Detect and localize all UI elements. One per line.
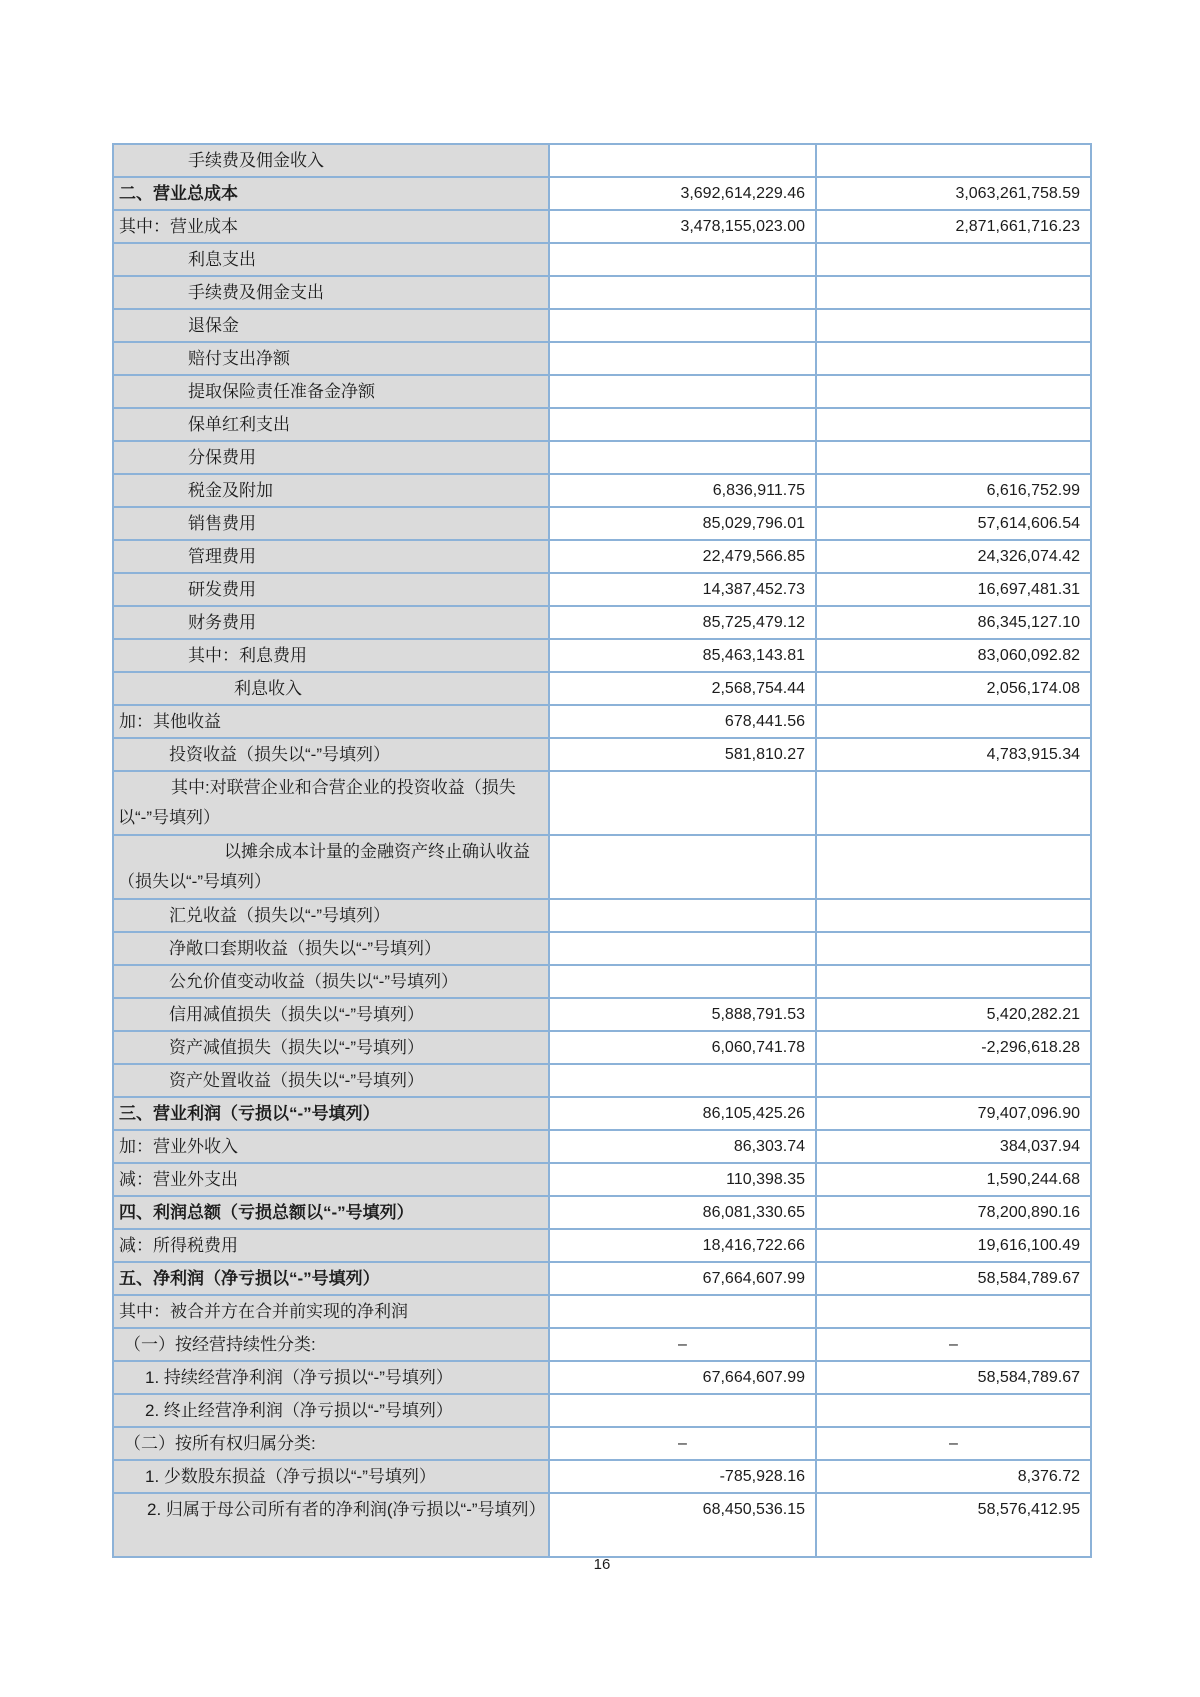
- prior-period-cell: 3,063,261,758.59: [817, 178, 1092, 211]
- prior-period-cell: [817, 442, 1092, 475]
- current-period-cell: 68,450,536.15: [550, 1494, 817, 1558]
- current-period-cell: [550, 933, 817, 966]
- row-label-cell: 2. 终止经营净利润（净亏损以“-”号填列）: [114, 1395, 550, 1428]
- prior-period-cell: 58,584,789.67: [817, 1263, 1092, 1296]
- prior-period-cell: [817, 900, 1092, 933]
- row-label-cell: 1. 少数股东损益（净亏损以“-”号填列）: [114, 1461, 550, 1494]
- table-row: [114, 211, 1092, 244]
- row-label-cell: 退保金: [114, 310, 550, 343]
- row-label-cell: 手续费及佣金支出: [114, 277, 550, 310]
- table-row: [114, 508, 1092, 541]
- row-label-cell: 资产处置收益（损失以“-”号填列）: [114, 1065, 550, 1098]
- row-label-cell: 其中：营业成本: [114, 211, 550, 244]
- prior-period-cell: 79,407,096.90: [817, 1098, 1092, 1131]
- current-period-cell: 86,303.74: [550, 1131, 817, 1164]
- current-period-cell: [550, 376, 817, 409]
- prior-period-cell: [817, 310, 1092, 343]
- prior-period-cell: [817, 343, 1092, 376]
- prior-period-cell: 83,060,092.82: [817, 640, 1092, 673]
- prior-period-cell: 8,376.72: [817, 1461, 1092, 1494]
- table-row: [114, 409, 1092, 442]
- row-label-cell: 其中：利息费用: [114, 640, 550, 673]
- prior-period-cell: 1,590,244.68: [817, 1164, 1092, 1197]
- prior-period-cell: 24,326,074.42: [817, 541, 1092, 574]
- income-statement-table: [112, 143, 1092, 1558]
- table-row: [114, 442, 1092, 475]
- row-label-cell: 赔付支出净额: [114, 343, 550, 376]
- current-period-cell: 14,387,452.73: [550, 574, 817, 607]
- current-period-cell: 85,725,479.12: [550, 607, 817, 640]
- prior-period-cell: [817, 1065, 1092, 1098]
- row-label-cell: 利息支出: [114, 244, 550, 277]
- row-label-cell: 保单红利支出: [114, 409, 550, 442]
- current-period-cell: [550, 442, 817, 475]
- table-row: [114, 933, 1092, 966]
- table-row: [114, 1461, 1092, 1494]
- table-row: [114, 244, 1092, 277]
- current-period-cell: –: [550, 1329, 817, 1362]
- prior-period-cell: –: [817, 1329, 1092, 1362]
- current-period-cell: [550, 900, 817, 933]
- table-row: [114, 1494, 1092, 1558]
- current-period-cell: 6,836,911.75: [550, 475, 817, 508]
- table-row: [114, 1164, 1092, 1197]
- prior-period-cell: [817, 376, 1092, 409]
- prior-period-cell: 19,616,100.49: [817, 1230, 1092, 1263]
- current-period-cell: [550, 1395, 817, 1428]
- current-period-cell: 67,664,607.99: [550, 1362, 817, 1395]
- row-label-cell: 减：所得税费用: [114, 1230, 550, 1263]
- row-label-cell: 投资收益（损失以“-”号填列）: [114, 739, 550, 772]
- row-label-cell: 销售费用: [114, 508, 550, 541]
- row-label-cell: 减：营业外支出: [114, 1164, 550, 1197]
- table-row: [114, 1329, 1092, 1362]
- row-label-cell: （一）按经营持续性分类:: [114, 1329, 550, 1362]
- prior-period-cell: [817, 244, 1092, 277]
- current-period-cell: 110,398.35: [550, 1164, 817, 1197]
- current-period-cell: [550, 310, 817, 343]
- current-period-cell: 6,060,741.78: [550, 1032, 817, 1065]
- current-period-cell: 86,105,425.26: [550, 1098, 817, 1131]
- row-label-cell: 四、利润总额（亏损总额以“-”号填列）: [114, 1197, 550, 1230]
- row-label-cell: 分保费用: [114, 442, 550, 475]
- table-row: [114, 640, 1092, 673]
- table-row: [114, 966, 1092, 999]
- current-period-cell: 3,692,614,229.46: [550, 178, 817, 211]
- prior-period-cell: 5,420,282.21: [817, 999, 1092, 1032]
- prior-period-cell: 2,871,661,716.23: [817, 211, 1092, 244]
- table-row: [114, 310, 1092, 343]
- table-row: [114, 1428, 1092, 1461]
- prior-period-cell: [817, 933, 1092, 966]
- row-label-cell: 信用减值损失（损失以“-”号填列）: [114, 999, 550, 1032]
- current-period-cell: [550, 409, 817, 442]
- prior-period-cell: 58,584,789.67: [817, 1362, 1092, 1395]
- table-row: [114, 739, 1092, 772]
- table-row: [114, 999, 1092, 1032]
- current-period-cell: 86,081,330.65: [550, 1197, 817, 1230]
- prior-period-cell: [817, 772, 1092, 836]
- prior-period-cell: –: [817, 1428, 1092, 1461]
- table-row: [114, 541, 1092, 574]
- table-row: [114, 900, 1092, 933]
- row-label-cell: 资产减值损失（损失以“-”号填列）: [114, 1032, 550, 1065]
- row-label-cell: 管理费用: [114, 541, 550, 574]
- current-period-cell: –: [550, 1428, 817, 1461]
- row-label-cell: 财务费用: [114, 607, 550, 640]
- table-row: [114, 1065, 1092, 1098]
- table-row: [114, 145, 1092, 178]
- table-row: [114, 376, 1092, 409]
- row-label-cell: 研发费用: [114, 574, 550, 607]
- row-label-cell: 手续费及佣金收入: [114, 145, 550, 178]
- prior-period-cell: [817, 966, 1092, 999]
- row-label-cell: 2. 归属于母公司所有者的净利润(净亏损以“-”号填列）: [114, 1494, 550, 1558]
- row-label-cell: 税金及附加: [114, 475, 550, 508]
- prior-period-cell: [817, 1296, 1092, 1329]
- row-label-cell: 加：营业外收入: [114, 1131, 550, 1164]
- prior-period-cell: 78,200,890.16: [817, 1197, 1092, 1230]
- row-label-cell: 五、净利润（净亏损以“-”号填列）: [114, 1263, 550, 1296]
- prior-period-cell: 57,614,606.54: [817, 508, 1092, 541]
- current-period-cell: 3,478,155,023.00: [550, 211, 817, 244]
- table-row: [114, 1362, 1092, 1395]
- current-period-cell: 5,888,791.53: [550, 999, 817, 1032]
- page-number: 16: [593, 1556, 611, 1573]
- row-label-cell: 汇兑收益（损失以“-”号填列）: [114, 900, 550, 933]
- table-row: [114, 1230, 1092, 1263]
- row-label-cell: 三、营业利润（亏损以“-”号填列）: [114, 1098, 550, 1131]
- table-row: [114, 836, 1092, 900]
- table-row: [114, 475, 1092, 508]
- prior-period-cell: 16,697,481.31: [817, 574, 1092, 607]
- current-period-cell: [550, 772, 817, 836]
- current-period-cell: -785,928.16: [550, 1461, 817, 1494]
- current-period-cell: [550, 244, 817, 277]
- current-period-cell: [550, 343, 817, 376]
- current-period-cell: [550, 277, 817, 310]
- current-period-cell: 85,463,143.81: [550, 640, 817, 673]
- row-label-cell: 其中：被合并方在合并前实现的净利润: [114, 1296, 550, 1329]
- row-label-cell: 净敞口套期收益（损失以“-”号填列）: [114, 933, 550, 966]
- row-label-cell: 以摊余成本计量的金融资产终止确认收益（损失以“-”号填列）: [114, 836, 550, 900]
- current-period-cell: 678,441.56: [550, 706, 817, 739]
- table-row: [114, 1395, 1092, 1428]
- table-row: [114, 1098, 1092, 1131]
- current-period-cell: [550, 145, 817, 178]
- prior-period-cell: [817, 836, 1092, 900]
- prior-period-cell: [817, 409, 1092, 442]
- current-period-cell: 67,664,607.99: [550, 1263, 817, 1296]
- table-row: [114, 574, 1092, 607]
- current-period-cell: [550, 966, 817, 999]
- table-row: [114, 277, 1092, 310]
- row-label-cell: 其中:对联营企业和合营企业的投资收益（损失以“-”号填列）: [114, 772, 550, 836]
- row-label-cell: 公允价值变动收益（损失以“-”号填列）: [114, 966, 550, 999]
- prior-period-cell: [817, 706, 1092, 739]
- current-period-cell: [550, 836, 817, 900]
- current-period-cell: 2,568,754.44: [550, 673, 817, 706]
- table-row: [114, 706, 1092, 739]
- prior-period-cell: [817, 1395, 1092, 1428]
- table-row: [114, 1296, 1092, 1329]
- table-row: [114, 607, 1092, 640]
- current-period-cell: [550, 1296, 817, 1329]
- prior-period-cell: -2,296,618.28: [817, 1032, 1092, 1065]
- current-period-cell: 85,029,796.01: [550, 508, 817, 541]
- current-period-cell: 22,479,566.85: [550, 541, 817, 574]
- current-period-cell: 18,416,722.66: [550, 1230, 817, 1263]
- table-row: [114, 1197, 1092, 1230]
- prior-period-cell: [817, 145, 1092, 178]
- prior-period-cell: 2,056,174.08: [817, 673, 1092, 706]
- current-period-cell: 581,810.27: [550, 739, 817, 772]
- table-row: [114, 772, 1092, 836]
- prior-period-cell: [817, 277, 1092, 310]
- table-row: [114, 1131, 1092, 1164]
- prior-period-cell: 384,037.94: [817, 1131, 1092, 1164]
- row-label-cell: 加：其他收益: [114, 706, 550, 739]
- prior-period-cell: 4,783,915.34: [817, 739, 1092, 772]
- table-row: [114, 1032, 1092, 1065]
- table-row: [114, 1263, 1092, 1296]
- prior-period-cell: 86,345,127.10: [817, 607, 1092, 640]
- row-label-cell: 1. 持续经营净利润（净亏损以“-”号填列）: [114, 1362, 550, 1395]
- row-label-cell: 利息收入: [114, 673, 550, 706]
- table-row: [114, 343, 1092, 376]
- current-period-cell: [550, 1065, 817, 1098]
- table-row: [114, 673, 1092, 706]
- prior-period-cell: 58,576,412.95: [817, 1494, 1092, 1558]
- row-label-cell: （二）按所有权归属分类:: [114, 1428, 550, 1461]
- row-label-cell: 二、营业总成本: [114, 178, 550, 211]
- prior-period-cell: 6,616,752.99: [817, 475, 1092, 508]
- table-row: [114, 178, 1092, 211]
- row-label-cell: 提取保险责任准备金净额: [114, 376, 550, 409]
